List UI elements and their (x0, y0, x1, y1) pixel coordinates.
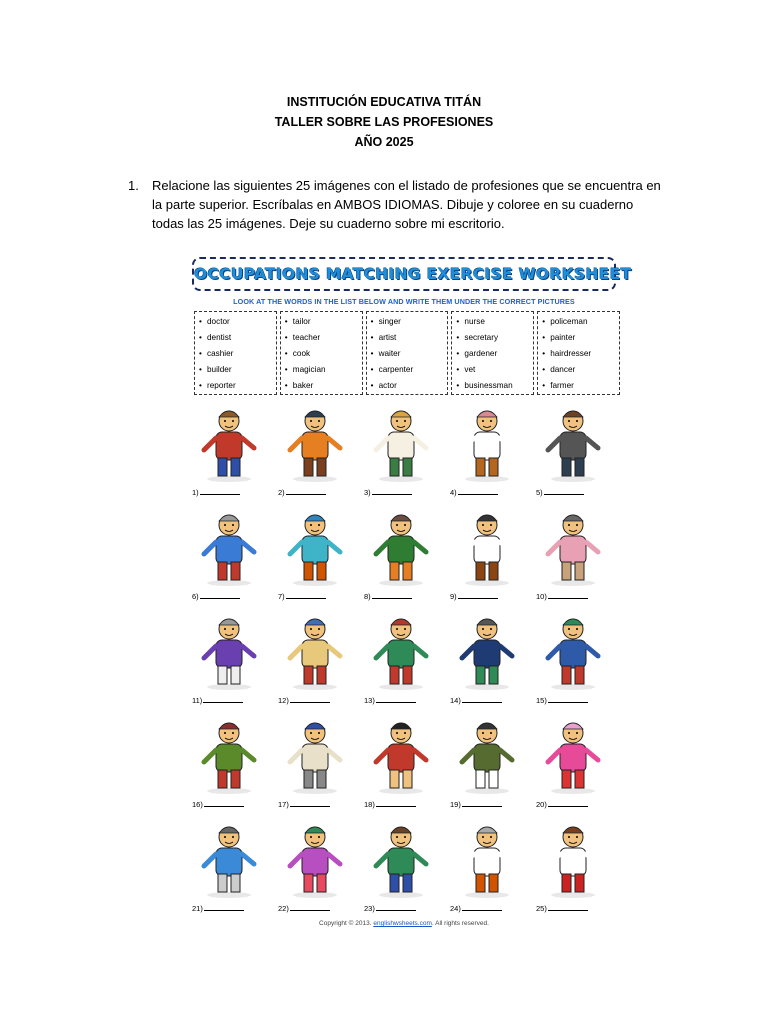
copyright: Copyright © 2013. englishwsheets.com. All rights reserved. (319, 920, 489, 927)
word-item: • magician (285, 362, 362, 378)
answer-label: 22) (278, 903, 330, 913)
bullet-icon: • (199, 333, 202, 342)
answer-blank[interactable] (548, 799, 588, 807)
occupation-illustration (452, 402, 522, 482)
occupation-illustration (538, 506, 608, 586)
school-name: INSTITUCIÓN EDUCATIVA TITÁN (286, 95, 482, 109)
word-item: • builder (199, 362, 276, 378)
word-item: • hairdresser (542, 346, 619, 362)
word-column (537, 311, 620, 395)
answer-label: 21) (192, 903, 244, 913)
bullet-icon: • (370, 349, 374, 358)
picture-cell (272, 606, 358, 710)
answer-label: 14) (450, 695, 502, 705)
word-column (366, 311, 449, 395)
answer-blank[interactable] (372, 487, 412, 495)
worksheet-title: OCCUPATIONS MATCHING EXERCISE WORKSHEET (192, 257, 616, 291)
occupation-illustration (452, 610, 522, 690)
occupation-illustration (280, 818, 350, 898)
answer-blank[interactable] (376, 695, 416, 703)
answer-blank[interactable] (290, 695, 330, 703)
answer-label: 17) (278, 799, 330, 809)
worksheet-subtitle: LOOK AT THE WORDS IN THE LIST BELOW AND WRITE THEM UNDER THE CORRECT PICTURES (233, 297, 575, 306)
bullet-icon: • (456, 365, 460, 374)
answer-label: 7) (278, 591, 326, 601)
answer-label: 19) (450, 799, 502, 809)
answer-label: 24) (450, 903, 502, 913)
bullet-icon: • (284, 365, 288, 374)
occupation-illustration (194, 402, 264, 482)
picture-cell (444, 398, 530, 502)
answer-blank[interactable] (548, 903, 588, 911)
word-item: • reporter (199, 378, 276, 394)
bullet-icon: • (199, 365, 202, 374)
word-item: • actor (371, 378, 448, 394)
bullet-icon: • (284, 333, 288, 342)
word-item: • gardener (456, 346, 533, 362)
word-item: • doctor (199, 314, 276, 330)
word-item: • dancer (542, 362, 619, 378)
picture-cell (358, 502, 444, 606)
answer-blank[interactable] (376, 903, 416, 911)
occupation-illustration (280, 714, 350, 794)
instructions (128, 176, 668, 233)
picture-cell (186, 606, 272, 710)
answer-label: 13) (364, 695, 416, 705)
word-item: • teacher (285, 330, 362, 346)
occupation-illustration (538, 818, 608, 898)
answer-blank[interactable] (548, 591, 588, 599)
word-item: • policeman (542, 314, 619, 330)
bullet-icon: • (370, 381, 374, 390)
word-list (194, 311, 620, 395)
bullet-icon: • (456, 349, 460, 358)
picture-cell (530, 502, 616, 606)
word-item: • baker (285, 378, 362, 394)
answer-label: 2) (278, 487, 326, 497)
answer-label: 20) (536, 799, 588, 809)
answer-blank[interactable] (548, 695, 588, 703)
word-column (194, 311, 277, 395)
document-header (0, 92, 768, 152)
answer-label: 6) (192, 591, 240, 601)
answer-blank[interactable] (286, 591, 326, 599)
word-column (451, 311, 534, 395)
answer-blank[interactable] (204, 799, 244, 807)
bullet-icon: • (456, 333, 460, 342)
answer-blank[interactable] (462, 695, 502, 703)
occupation-illustration (538, 402, 608, 482)
occupation-illustration (452, 818, 522, 898)
occupation-illustration (452, 506, 522, 586)
answer-blank[interactable] (204, 903, 244, 911)
occupation-illustration (280, 506, 350, 586)
answer-label: 11) (192, 695, 243, 705)
answer-blank[interactable] (200, 487, 240, 495)
bullet-icon: • (542, 381, 546, 390)
answer-label: 4) (450, 487, 498, 497)
answer-label: 9) (450, 591, 498, 601)
picture-cell (358, 398, 444, 502)
picture-cell (186, 502, 272, 606)
answer-label: 15) (536, 695, 588, 705)
picture-cell (530, 606, 616, 710)
occupation-illustration (366, 402, 436, 482)
picture-cell (444, 606, 530, 710)
answer-label: 12) (278, 695, 330, 705)
workshop-title: TALLER SOBRE LAS PROFESIONES (274, 115, 494, 129)
word-column (280, 311, 363, 395)
word-item: • dentist (199, 330, 276, 346)
picture-cell (186, 814, 272, 918)
bullet-icon: • (284, 349, 288, 358)
bullet-icon: • (542, 365, 546, 374)
bullet-icon: • (284, 317, 288, 326)
bullet-icon: • (199, 349, 202, 358)
bullet-icon: • (370, 333, 374, 342)
bullet-icon: • (542, 317, 546, 326)
copyright-link[interactable]: englishwsheets.com (373, 920, 432, 927)
instruction-number: 1. (128, 178, 139, 193)
answer-blank[interactable] (462, 799, 502, 807)
word-item: • artist (371, 330, 448, 346)
occupation-illustration (194, 506, 264, 586)
answer-blank[interactable] (462, 903, 502, 911)
bullet-icon: • (542, 333, 546, 342)
word-item: • tailor (285, 314, 362, 330)
picture-cell (272, 398, 358, 502)
occupation-illustration (538, 714, 608, 794)
occupation-illustration (366, 818, 436, 898)
bullet-icon: • (456, 317, 460, 326)
answer-label: 8) (364, 591, 412, 601)
bullet-icon: • (456, 381, 460, 390)
answer-blank[interactable] (290, 903, 330, 911)
bullet-icon: • (199, 381, 202, 390)
picture-cell (272, 710, 358, 814)
answer-label: 25) (536, 903, 588, 913)
answer-blank[interactable] (544, 487, 584, 495)
word-item: • painter (542, 330, 619, 346)
picture-cell (272, 814, 358, 918)
answer-blank[interactable] (200, 591, 240, 599)
answer-label: 5) (536, 487, 584, 497)
answer-blank[interactable] (376, 799, 416, 807)
answer-label: 1) (192, 487, 240, 497)
picture-cell (186, 398, 272, 502)
word-item: • cashier (199, 346, 276, 362)
occupation-illustration (366, 714, 436, 794)
occupation-illustration (280, 402, 350, 482)
word-item: • vet (456, 362, 533, 378)
answer-blank[interactable] (458, 487, 498, 495)
answer-label: 3) (364, 487, 412, 497)
word-item: • nurse (456, 314, 533, 330)
occupation-illustration (194, 714, 264, 794)
word-item: • singer (371, 314, 448, 330)
occupation-illustration (366, 610, 436, 690)
occupation-illustration (280, 610, 350, 690)
picture-cell (530, 398, 616, 502)
answer-blank[interactable] (372, 591, 412, 599)
instruction-text: Relacione las siguientes 25 imágenes con el listado de profesiones que se encuentra en la parte superior. Escríbalas en AMBOS IDIOMAS. Dibuje y coloree en su cuaderno todas las 25 imágenes. Deje su cuaderno sobre mi escritorio. (152, 178, 661, 231)
answer-blank[interactable] (286, 487, 326, 495)
bullet-icon: • (542, 349, 546, 358)
bullet-icon: • (370, 317, 374, 326)
picture-cell (358, 606, 444, 710)
answer-blank[interactable] (458, 591, 498, 599)
answer-label: 16) (192, 799, 244, 809)
word-item: • waiter (371, 346, 448, 362)
year: AÑO 2025 (354, 135, 414, 149)
bullet-icon: • (284, 381, 288, 390)
answer-label: 23) (364, 903, 416, 913)
answer-label: 18) (364, 799, 416, 809)
occupation-illustration (194, 610, 264, 690)
picture-cell (186, 710, 272, 814)
word-item: • farmer (542, 378, 619, 394)
occupation-illustration (194, 818, 264, 898)
answer-blank[interactable] (203, 695, 243, 703)
picture-cell (444, 502, 530, 606)
occupation-illustration (538, 610, 608, 690)
answer-label: 10) (536, 591, 588, 601)
word-item: • secretary (456, 330, 533, 346)
word-item: • cook (285, 346, 362, 362)
worksheet-image (186, 255, 632, 935)
answer-blank[interactable] (290, 799, 330, 807)
picture-cell (530, 710, 616, 814)
word-item: • carpenter (371, 362, 448, 378)
picture-cell (358, 710, 444, 814)
occupation-illustration (366, 506, 436, 586)
picture-cell (272, 502, 358, 606)
bullet-icon: • (199, 317, 202, 326)
picture-cell (444, 710, 530, 814)
occupation-illustration (452, 714, 522, 794)
bullet-icon: • (370, 365, 374, 374)
picture-cell (444, 814, 530, 918)
picture-cell (530, 814, 616, 918)
picture-cell (358, 814, 444, 918)
word-item: • businessman (456, 378, 533, 394)
